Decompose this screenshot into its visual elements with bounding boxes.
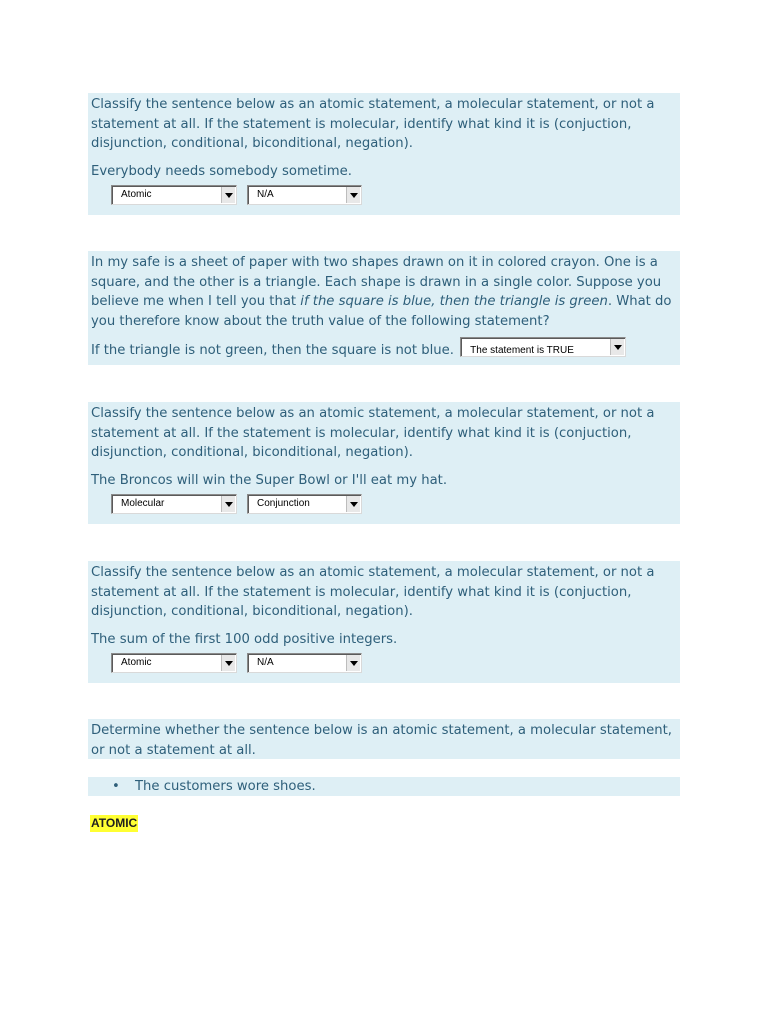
question-3-selects [111,494,677,516]
question-5-block [88,719,680,759]
question-3-sentence: The Broncos will win the Super Bowl or I'll eat my hat. [91,472,448,488]
question-1-sentence: Everybody needs somebody sometime. [91,163,352,179]
chevron-down-icon[interactable] [221,655,235,671]
question-5-sentence: The customers wore shoes. [135,779,316,794]
chevron-down-icon[interactable] [346,496,360,512]
question-3-kind-dropdown[interactable] [247,494,362,514]
question-5-prompt: Determine whether the sentence below is an atomic statement, a molecular statement, or not a statement at all. [91,723,672,758]
question-1-selects [111,185,677,207]
question-3-block [88,402,680,524]
question-3-kind-value: Conjunction [257,498,310,510]
question-2-prompt-italic: if the square is blue, then the triangle is green [300,294,608,310]
question-4-kind-dropdown[interactable] [247,653,362,673]
question-2-truth-value: The statement is TRUE [470,345,574,357]
question-1-prompt: Classify the sentence below as an atomic statement, a molecular statement, or not a statement at all. If the statement is molecular, identify what kind it is (conjuction, disjunction, conditional, biconditional, negation). [91,97,655,152]
question-1-type-value: Atomic [121,189,152,201]
answer-highlight: ATOMIC [91,816,138,830]
question-4-type-value: Atomic [121,657,152,669]
question-3-type-dropdown[interactable] [111,494,237,514]
chevron-down-icon[interactable] [346,187,360,203]
chevron-down-icon[interactable] [221,496,235,512]
question-2-sentence: If the triangle is not green, then the square is not blue. [91,343,454,359]
question-2-prompt-end: . What do you therefore know about the truth value of the following statement? [91,294,672,329]
question-2-line [91,337,677,361]
question-4-kind-value: N/A [257,657,274,669]
question-2-prompt [91,253,677,331]
question-2-prompt-start: In my safe is a sheet of paper with two shapes drawn on it in colored crayon. One is a square, and the other is a triangle. Each shape is drawn in a single color. Suppose you believe me when I tell you that [91,255,662,310]
question-3-prompt: Classify the sentence below as an atomic statement, a molecular statement, or not a statement at all. If the statement is molecular, identify what kind it is (conjuction, disjunction, conditional, biconditional, negation). [91,406,655,461]
question-4-selects [111,653,677,675]
bullet-icon: • [112,779,120,794]
question-1-block [88,93,680,215]
question-5-bullet-item [88,777,680,796]
question-3-type-value: Molecular [121,498,165,510]
chevron-down-icon[interactable] [221,187,235,203]
question-4-sentence: The sum of the first 100 odd positive integers. [91,631,398,647]
question-2-truth-dropdown[interactable] [460,337,626,357]
question-1-kind-dropdown[interactable] [247,185,362,205]
question-1-type-dropdown[interactable] [111,185,237,205]
question-1-kind-value: N/A [257,189,274,201]
question-4-prompt: Classify the sentence below as an atomic statement, a molecular statement, or not a statement at all. If the statement is molecular, identify what kind it is (conjuction, disjunction, conditional, biconditional, negation). [91,565,655,620]
question-4-type-dropdown[interactable] [111,653,237,673]
chevron-down-icon[interactable] [346,655,360,671]
question-4-block [88,561,680,683]
chevron-down-icon[interactable] [610,339,624,355]
question-2-block [88,251,680,365]
